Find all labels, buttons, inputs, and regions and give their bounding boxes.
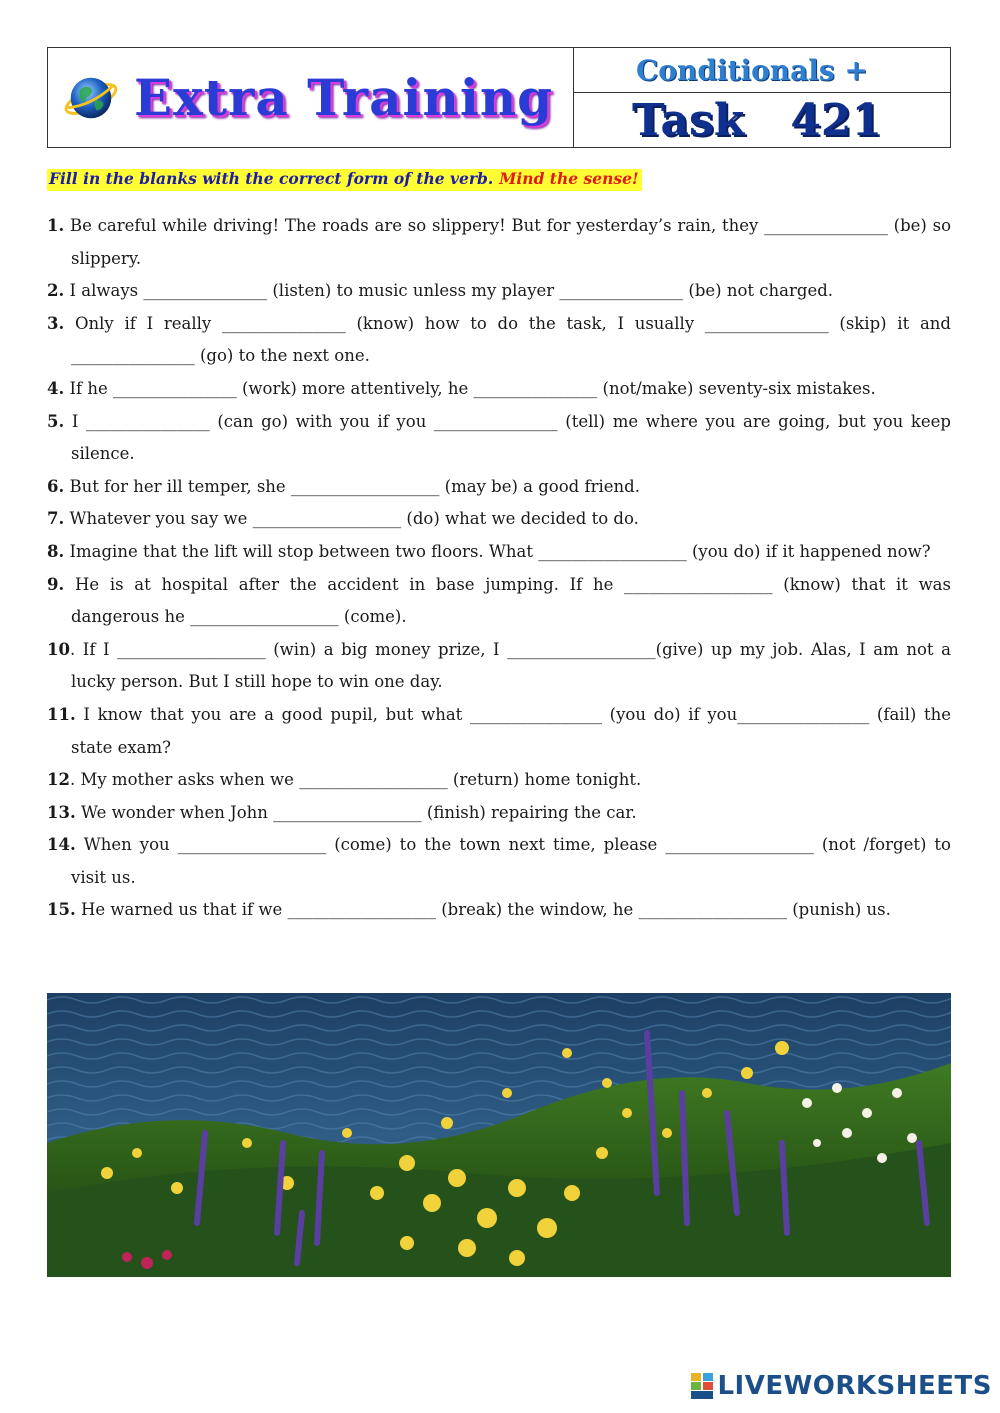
task-label: Task: [632, 94, 745, 146]
exercise-item-4: [47, 373, 951, 406]
instruction-main: Fill in the blanks with the correct form of the verb.: [47, 169, 495, 191]
brand-title: Extra Training: [134, 68, 554, 127]
exercise-item-7: [47, 503, 951, 536]
item-number: 8.: [47, 541, 65, 561]
instruction: [47, 169, 642, 191]
item-number: 5.: [47, 411, 65, 431]
item-number: 10: [47, 639, 70, 659]
item-number: 12: [47, 770, 70, 790]
task-number: 421: [790, 94, 883, 146]
item-text: Imagine that the lift will stop between two floors. What __________________ (you do) if it happened now?: [69, 541, 931, 561]
exercise-item-15: [47, 894, 951, 927]
item-number: 6.: [47, 476, 65, 496]
liveworksheets-logo: [691, 1371, 992, 1401]
topic-title: Conditionals +: [636, 53, 868, 87]
globe-icon: [62, 69, 120, 127]
exercise-item-8: [47, 536, 951, 569]
liveworksheets-icon: [691, 1373, 713, 1399]
item-number: 11.: [47, 704, 76, 724]
task-cell: [574, 93, 950, 147]
item-text: We wonder when John __________________ (finish) repairing the car.: [80, 802, 637, 822]
topic-cell: [574, 48, 950, 93]
item-number: 2.: [47, 281, 65, 301]
exercise-item-10: [47, 634, 951, 699]
worksheet-header: [47, 47, 951, 148]
item-number: 1.: [47, 216, 65, 235]
item-text: Whatever you say we __________________ (do) what we decided to do.: [69, 509, 639, 529]
instruction-emphasis: Mind the sense!: [495, 169, 642, 191]
task-label-wrap: [632, 95, 882, 146]
item-text: I _______________ (can go) with you if you _______________ (tell) me where you are going, but you keep silence.: [71, 411, 951, 464]
header-brand-cell: [48, 48, 574, 147]
item-number: 14.: [47, 835, 76, 855]
item-text: He warned us that if we __________________ (break) the window, he __________________ (punish) us.: [80, 900, 891, 920]
item-number: 4.: [47, 378, 65, 398]
exercise-item-11: [47, 699, 951, 764]
exercise-item-9: [47, 569, 951, 634]
exercise-item-14: [47, 829, 951, 894]
exercise-item-6: [47, 471, 951, 504]
exercise-item-5: [47, 406, 951, 471]
exercise-item-1: [47, 210, 951, 275]
item-text: . If I __________________ (win) a big money prize, I __________________(give) up my job. Alas, I am not a lucky person. But I still hope to win one day.: [69, 639, 951, 692]
item-text: But for her ill temper, she __________________ (may be) a good friend.: [69, 476, 640, 496]
item-text: He is at hospital after the accident in base jumping. If he __________________ (know) that it was dangerous he __________________ (come).: [71, 574, 951, 627]
item-text: I know that you are a good pupil, but what ________________ (you do) if you________________ (fail) the state exam?: [71, 704, 951, 757]
exercise-item-12: [47, 764, 951, 797]
flowers-photo-illustration: [47, 993, 951, 1277]
header-task-cell: [574, 48, 950, 147]
item-number: 15.: [47, 900, 76, 920]
item-text: I always _______________ (listen) to music unless my player _______________ (be) not charged.: [69, 281, 834, 301]
logo-text: LIVEWORKSHEETS: [717, 1371, 992, 1401]
exercise-item-13: [47, 797, 951, 830]
item-text: If he _______________ (work) more attentively, he _______________ (not/make) seventy-six mistakes.: [69, 378, 876, 398]
item-number: 13.: [47, 802, 76, 822]
item-text: Only if I really _______________ (know) how to do the task, I usually _______________ (skip) it and _______________ (go) to the next one.: [71, 313, 951, 366]
item-number: 7.: [47, 509, 65, 529]
item-text: When you __________________ (come) to the town next time, please __________________ (not /forget) to visit us.: [71, 835, 951, 887]
item-text: Be careful while driving! The roads are so slippery! But for yesterday’s rain, they _______________ (be) so slippery.: [70, 216, 952, 268]
flowers-by-sea-photo: [47, 993, 951, 1277]
item-number: 3.: [47, 313, 65, 333]
exercise-item-3: [47, 308, 951, 373]
item-text: . My mother asks when we __________________ (return) home tonight.: [69, 770, 642, 790]
exercise-item-2: [47, 275, 951, 308]
exercise-list: [47, 210, 951, 927]
item-number: 9.: [47, 574, 65, 594]
